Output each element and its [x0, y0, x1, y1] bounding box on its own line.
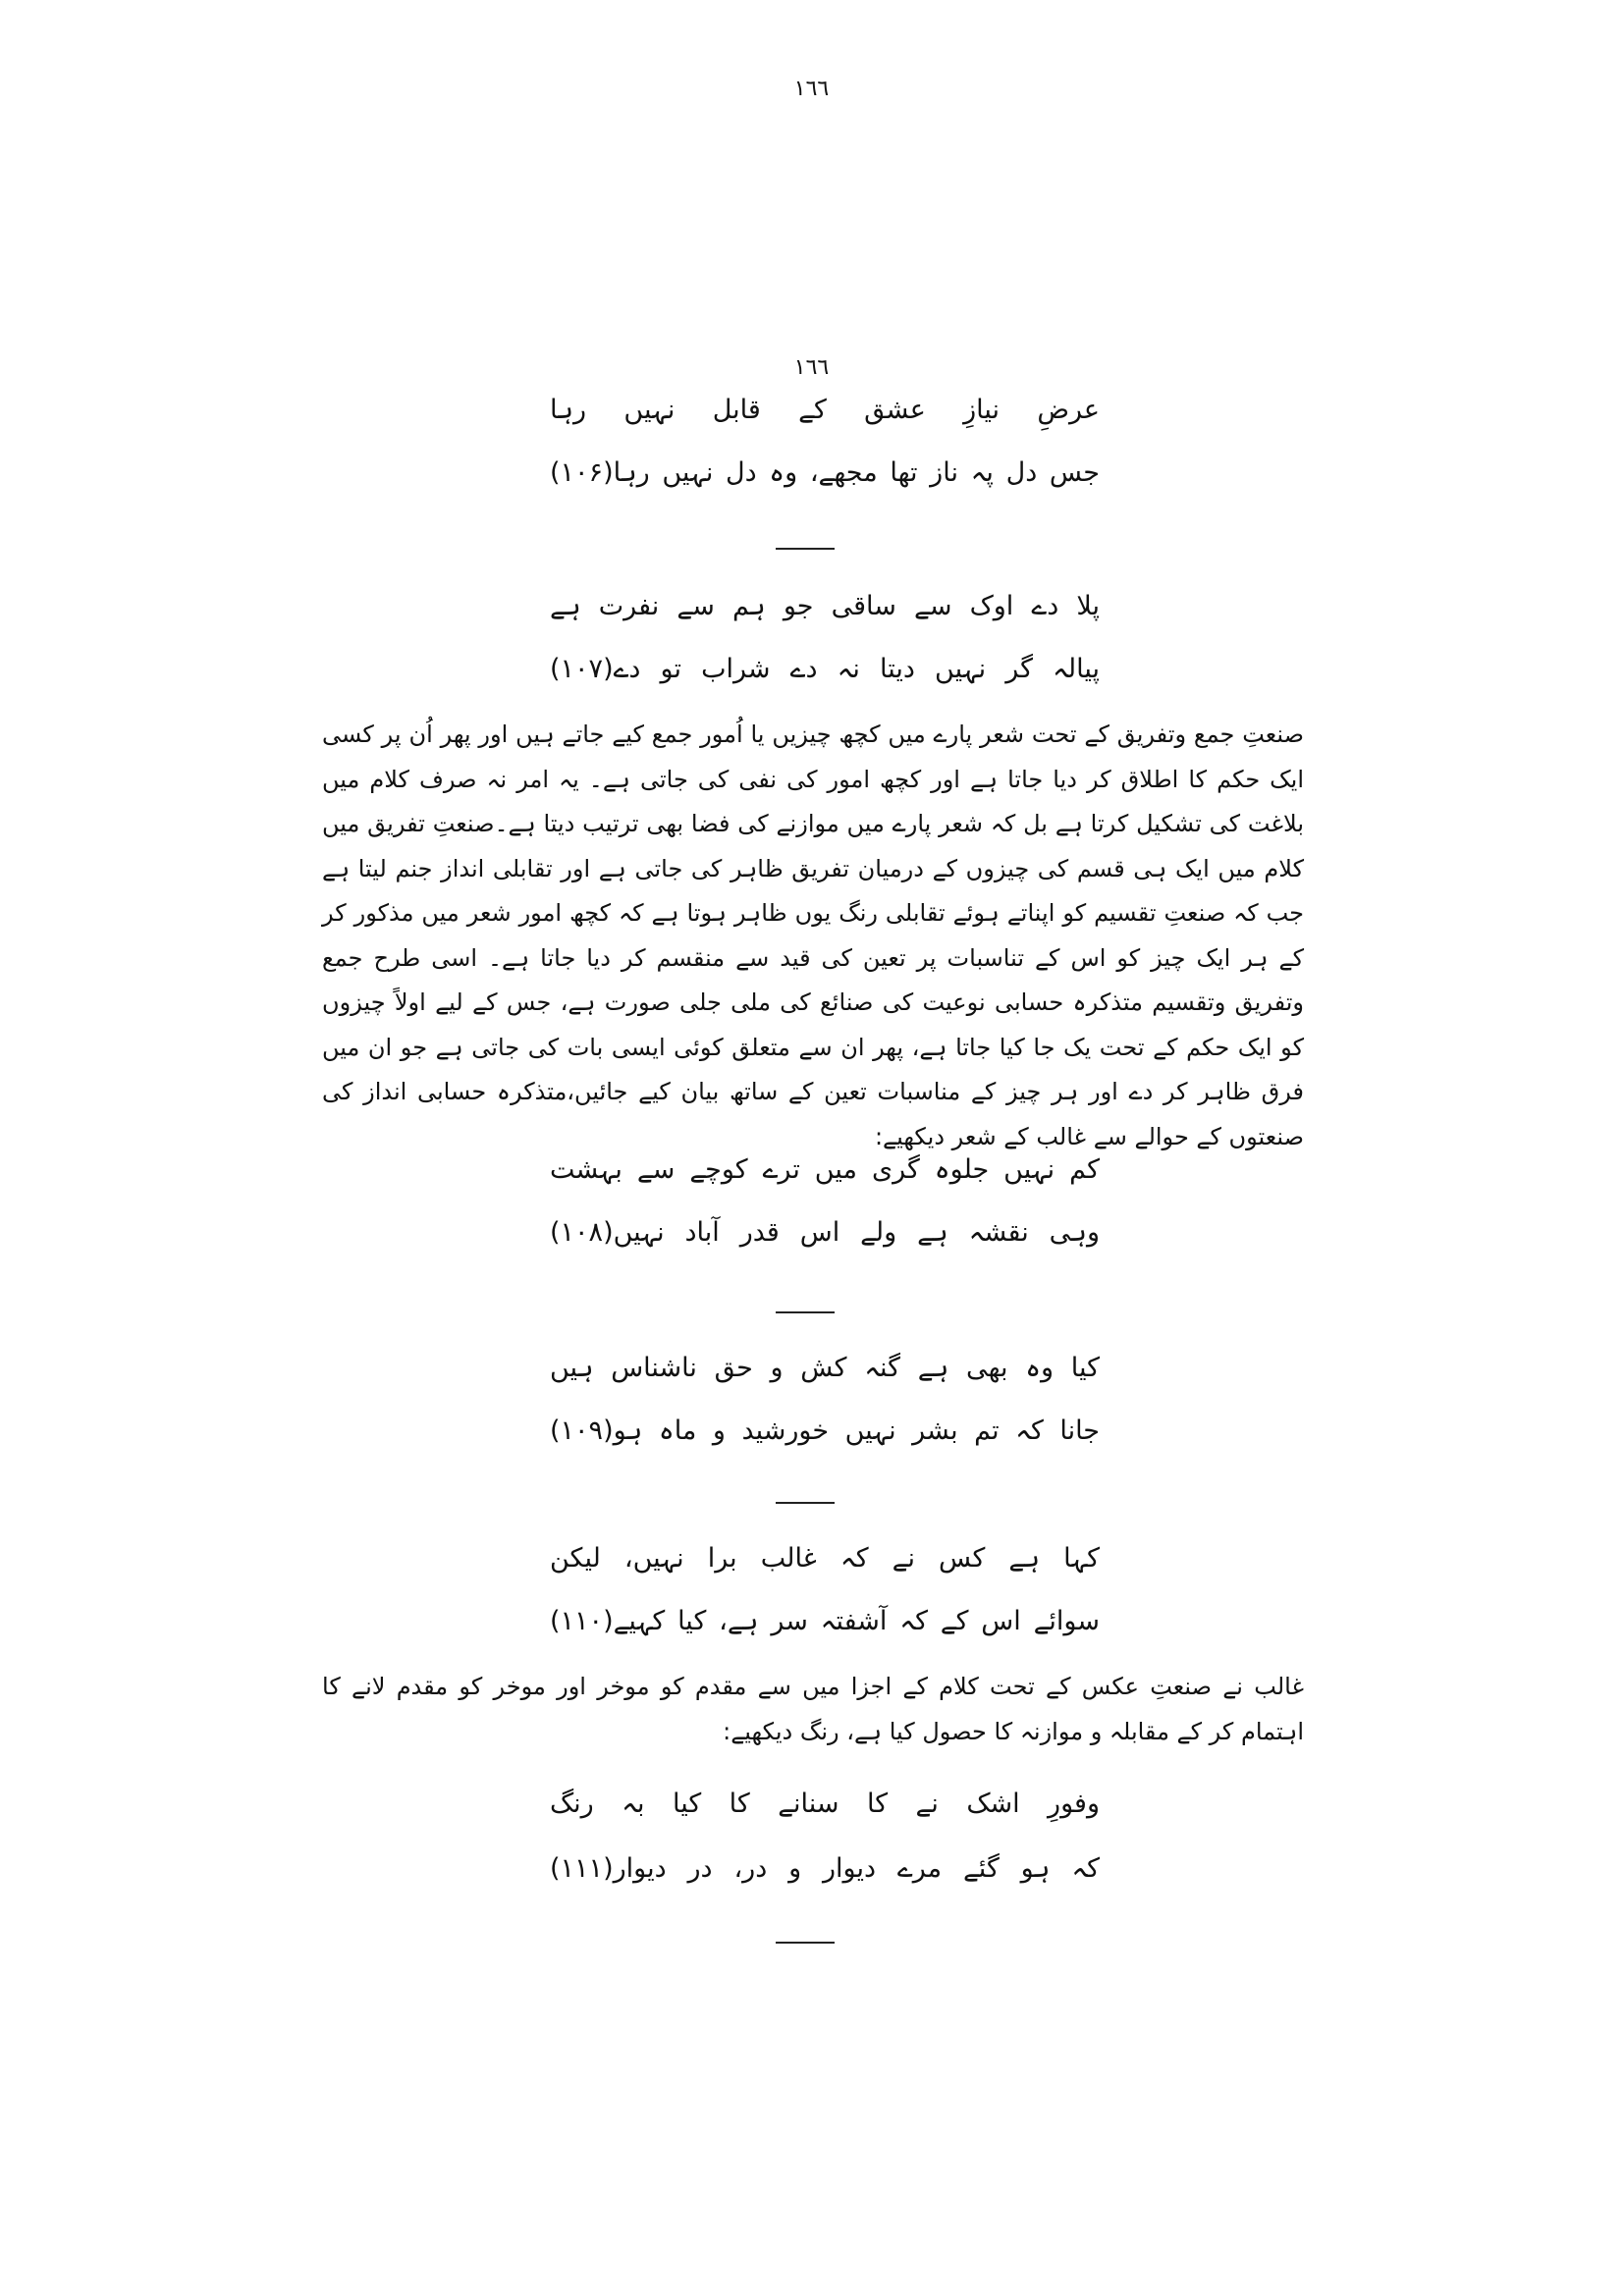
paragraph-2-text: غالب نے صنعتِ عکس کے تحت کلام کے اجزا میں سے مقدم کو موخر اور موخر کو مقدم لانے کا اہتمام کر کے مقابلہ و موازنہ کا حصول کیا ہے، رنگ دیکھیے:: [322, 1673, 1304, 1745]
couplet-5-line-2: سوائے اس کے کہ آشفتہ سر ہے، کیا کہیے(۱۱۰): [550, 1606, 1100, 1636]
couplet-3-line-1: کم نہیں جلوہ گری میں ترے کوچے سے بہشت: [550, 1154, 1100, 1185]
couplet-divider: [776, 1311, 835, 1313]
couplet-2-line-1: پلا دے اوک سے ساقی جو ہم سے نفرت ہے: [550, 591, 1100, 621]
couplet-3-line-2: وہی نقشہ ہے ولے اس قدر آباد نہیں(۱۰۸): [550, 1217, 1100, 1248]
couplet-4-line-1: کیا وہ بھی ہے گنہ کش و حق ناشناس ہیں: [550, 1353, 1100, 1383]
couplet-2-line-2: پیالہ گر نہیں دیتا نہ دے شراب تو دے(۱۰۷): [550, 654, 1100, 684]
inner-page-number: ١٦٦: [793, 355, 830, 380]
couplet-6-line-1: وفورِ اشک نے کا سنانے کا کیا بہ رنگ: [550, 1789, 1100, 1819]
paragraph-2: [322, 1665, 1304, 1754]
couplet-1-line-1: عرضِ نیازِ عشق کے قابل نہیں رہا: [550, 395, 1100, 425]
paragraph-1-text: صنعتِ جمع وتفریق کے تحت شعر پارے میں کچھ چیزیں یا اُمور جمع کیے جاتے ہیں اور پھر اُن پر کسی ایک حکم کا اطلاق کر دیا جاتا ہے اور کچھ امور کی نفی کی جاتی ہے۔ یہ امر نہ صرف کلام میں بلاغت کی تشکیل کرتا ہے بل کہ شعر پارے میں موازنے کی فضا بھی ترتیب دیتا ہے۔صنعتِ تفریق میں کلام میں ایک ہی قسم کی چیزوں کے درمیان تفریق ظاہر کی جاتی ہے اور تقابلی انداز جنم لیتا ہے جب کہ صنعتِ تقسیم کو اپناتے ہوئے تقابلی رنگ یوں ظاہر ہوتا ہے کہ کچھ امور شعر میں مذکور کر کے ہر ایک چیز کو اس کے تناسبات پر تعین کی قید سے منقسم کر دیا جاتا ہے۔ اسی طرح جمع وتفریق وتقسیم متذکرہ حسابی نوعیت کی صنائع کی ملی جلی صورت ہے، جس کے لیے اولاً چیزوں کو ایک حکم کے تحت یک جا کیا جاتا ہے، پھر ان سے متعلق کوئی ایسی بات کی جاتی ہے جو ان میں فرق ظاہر کر دے اور ہر چیز کے مناسبات تعین کے ساتھ بیان کیے جائیں،متذکرہ حسابی انداز کی صنعتوں کے حوالے سے غالب کے شعر دیکھیے:: [322, 721, 1304, 1150]
couplet-divider: [776, 548, 835, 550]
couplet-5-line-1: کہا ہے کس نے کہ غالب برا نہیں، لیکن: [550, 1543, 1100, 1574]
couplet-1-line-2: جس دل پہ ناز تھا مجھے، وہ دل نہیں رہا(۱۰۶): [550, 457, 1100, 488]
couplet-6-line-2: کہ ہو گئے مرے دیوار و در، در دیوار(۱۱۱): [550, 1853, 1100, 1884]
couplet-4-line-2: جانا کہ تم بشر نہیں خورشید و ماہ ہو(۱۰۹): [550, 1415, 1100, 1446]
couplet-divider: [776, 1502, 835, 1504]
couplet-divider: [776, 1942, 835, 1944]
header-page-number: ١٦٦: [793, 77, 830, 101]
paragraph-1: [322, 713, 1304, 1159]
